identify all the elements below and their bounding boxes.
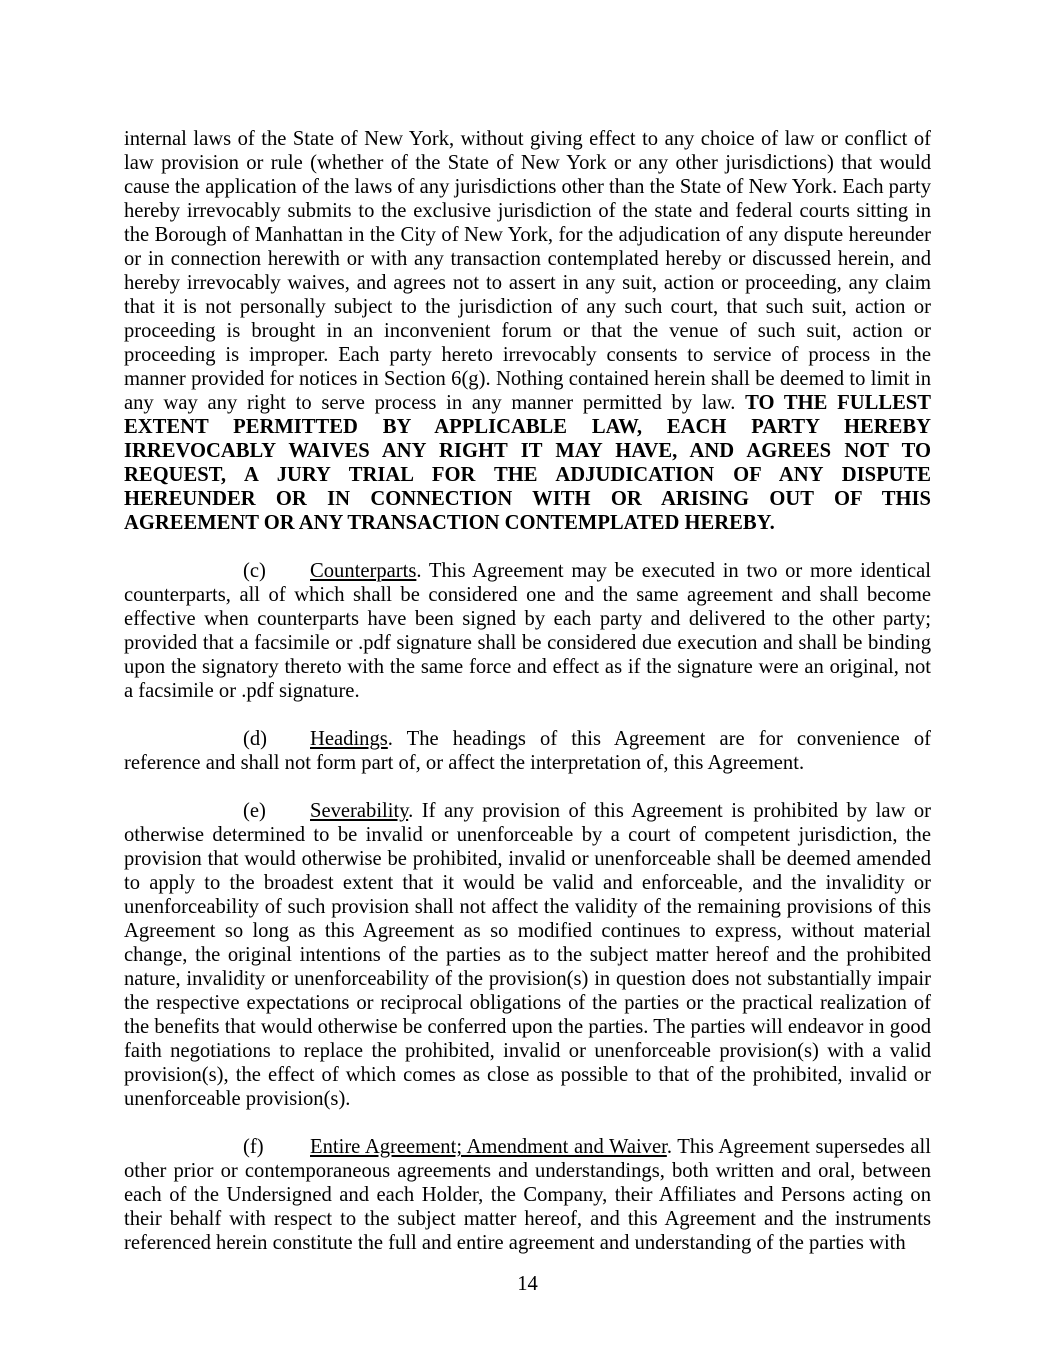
subsection-label-c: (c) — [243, 560, 266, 582]
subsection-heading-entire-agreement: Entire Agreement; Amendment and Waiver — [310, 1136, 667, 1158]
subsection-label-d: (d) — [243, 728, 268, 750]
jury-trial-waiver-bold-text: TO THE FULLEST EXTENT PERMITTED BY APPLICABLE LAW, EACH PARTY HEREBY IRREVOCABLY WAIVES ANY RIGHT IT MAY HAVE, AND AGREES NOT TO REQUEST, A JURY TRIAL FOR THE ADJUDICATION OF ANY DISPUTE HEREUNDER OR IN CONNECTION WITH OR ARISING OUT OF THIS AGREEMENT OR ANY TRANSACTION CONTEMPLATED HEREBY. — [124, 392, 931, 534]
headings-text: . The headings of this Agreement are for convenience of reference and shall not form part of, or affect the interpretation of, this Agreement. — [124, 728, 931, 774]
paragraph-entire-agreement — [124, 1135, 931, 1255]
subsection-heading-counterparts: Counterparts — [310, 560, 417, 582]
paragraph-counterparts — [124, 559, 931, 703]
paragraph-severability — [124, 799, 931, 1111]
governing-law-text: internal laws of the State of New York, without giving effect to any choice of law or conflict of law provision or rule (whether of the State of New York or any other jurisdictions) that would cause the application of the laws of any jurisdictions other than the State of New York. Each party hereby irrevocably submits to the exclusive jurisdiction of the state and federal courts sitting in the Borough of Manhattan in the City of New York, for the adjudication of any dispute hereunder or in connection herewith or with any transaction contemplated hereby or discussed herein, and hereby irrevocably waives, and agrees not to assert in any suit, action or proceeding, any claim that it is not personally subject to the jurisdiction of any such court, that such suit, action or proceeding is brought in an inconvenient forum or that the venue of such suit, action or proceeding is improper. Each party hereto irrevocably consents to service of process in the manner provided for notices in Section 6(g). Nothing contained herein shall be deemed to limit in any way any right to serve process in any manner permitted by law. — [124, 128, 931, 414]
counterparts-text: . This Agreement may be executed in two or more identical counterparts, all of which shall be considered one and the same agreement and shall become effective when counterparts have been signed by each party and delivered to the other party; provided that a facsimile or .pdf signature shall be considered due execution and shall be binding upon the signatory thereto with the same force and effect as if the signature were an original, not a facsimile or .pdf signature. — [124, 560, 931, 702]
entire-agreement-text: . This Agreement supersedes all other prior or contemporaneous agreements and understandings, both written and oral, between each of the Undersigned and each Holder, the Company, their Affiliates and Persons acting on their behalf with respect to the subject matter hereof, and this Agreement and the instruments referenced herein constitute the full and entire agreement and understanding of the parties with — [124, 1136, 931, 1254]
subsection-label-f: (f) — [243, 1136, 264, 1158]
subsection-label-e: (e) — [243, 800, 266, 822]
subsection-heading-severability: Severability — [310, 800, 409, 822]
subsection-heading-headings: Headings — [310, 728, 388, 750]
severability-text: . If any provision of this Agreement is prohibited by law or otherwise determined to be invalid or unenforceable by a court of competent jurisdiction, the provision that would otherwise be prohibited, invalid or unenforceable shall be deemed amended to apply to the broadest extent that it would be valid and enforceable, and the invalidity or unenforceability of such provision shall not affect the validity of the remaining provisions of this Agreement so long as this Agreement as so modified continues to express, without material change, the original intentions of the parties as to the subject matter hereof and the prohibited nature, invalidity or unenforceability of the provision(s) in question does not substantially impair the respective expectations or reciprocal obligations of the parties or the practical realization of the benefits that would otherwise be conferred upon the parties. The parties will endeavor in good faith negotiations to replace the prohibited, invalid or unenforceable provision(s) with a valid provision(s), the effect of which comes as close as possible to that of the prohibited, invalid or unenforceable provision(s). — [124, 800, 931, 1110]
page-number: 14 — [517, 1273, 538, 1295]
paragraph-headings — [124, 727, 931, 775]
paragraph-governing-law-continuation — [124, 127, 931, 535]
